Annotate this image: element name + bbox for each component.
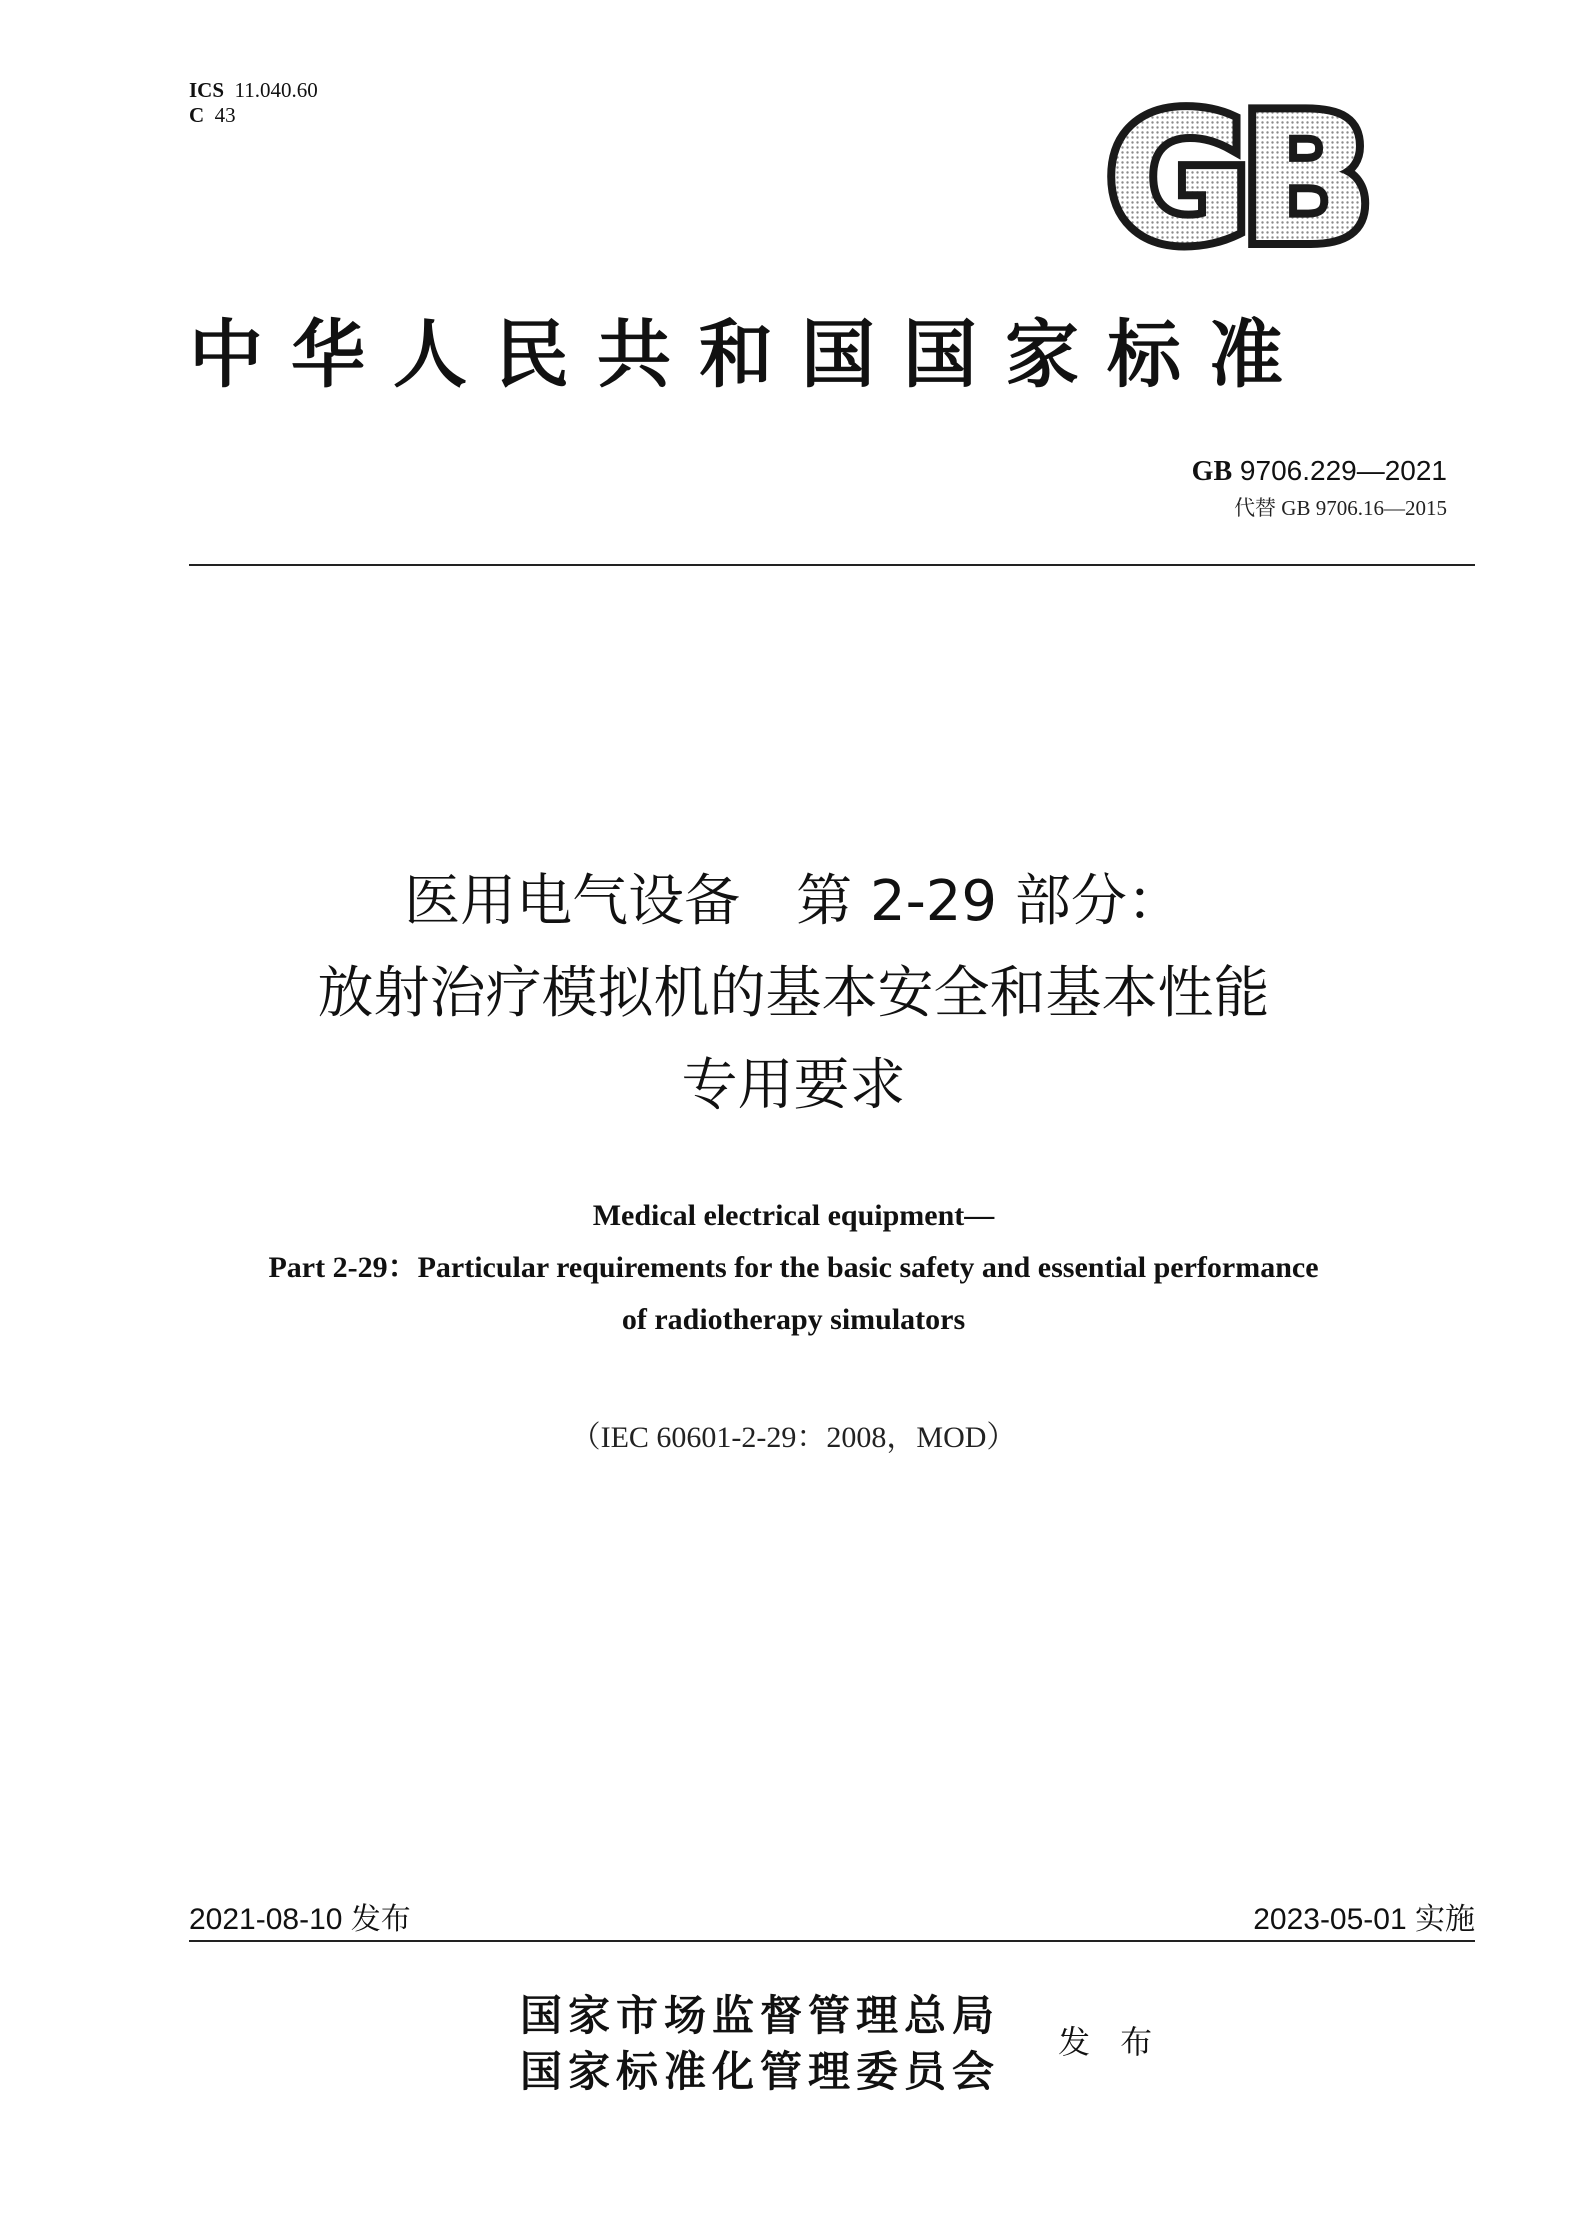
title-zh-line-2: 放射治疗模拟机的基本安全和基本性能 <box>317 961 1270 1026</box>
classification-codes <box>189 78 318 128</box>
footer-divider <box>189 1940 1475 1942</box>
ics-label: ICS <box>189 78 225 102</box>
header-divider <box>189 564 1475 566</box>
title-zh-line-1: 医用电气设备 第 2-29 部分： <box>404 869 1183 934</box>
issuer-samr: 国家市场监督管理总局 <box>520 1991 1001 2040</box>
publish-label: 发 布 <box>1058 2023 1163 2061</box>
gb-logo <box>1085 95 1385 255</box>
issuing-authorities <box>520 1988 1000 2100</box>
gb-logo-text: GB <box>1106 95 1364 255</box>
standard-number-value: 9706.229—2021 <box>1239 455 1447 486</box>
issue-date: 2021-08-10 发布 <box>189 1903 411 1936</box>
title-en-line-3: of radiotherapy simulators <box>621 1303 966 1336</box>
standard-number <box>1192 455 1447 488</box>
title-en-line-1: Medical electrical equipment— <box>592 1199 995 1232</box>
ics-code <box>189 78 318 103</box>
national-standard-title: 中华人民共和国国家标准 <box>189 312 1311 398</box>
implementation-date: 2023-05-01 实施 <box>1253 1903 1475 1936</box>
adoption-note: （IEC 60601-2-29：2008，MOD） <box>570 1421 1017 1454</box>
ccs-label: C <box>189 103 205 127</box>
ccs-value: 43 <box>214 103 236 127</box>
title-zh-line-3: 专用要求 <box>681 1053 906 1118</box>
ccs-code <box>189 103 318 128</box>
ics-value: 11.040.60 <box>234 78 318 102</box>
issuer-sac: 国家标准化管理委员会 <box>520 2047 1001 2096</box>
standard-prefix: GB <box>1191 456 1233 487</box>
replaces-standard: 代替 GB 9706.16—2015 <box>1234 496 1447 520</box>
title-en-line-2: Part 2-29：Particular requirements for the basic safety and essential performance <box>268 1251 1319 1284</box>
